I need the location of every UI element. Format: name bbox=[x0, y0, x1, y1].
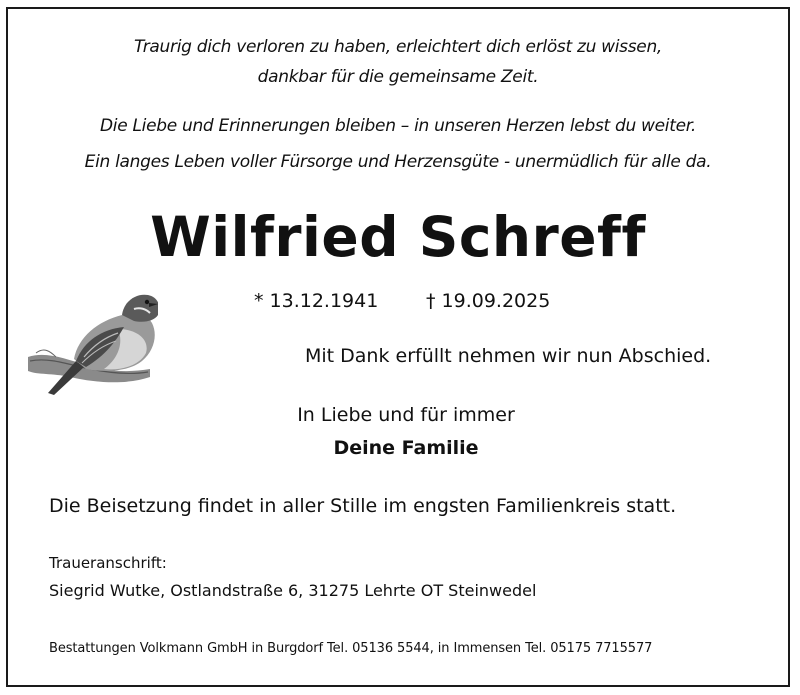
birth-date: * 13.12.1941 bbox=[254, 290, 379, 312]
burial-notice: Die Beisetzung findet in aller Stille im engsten Familienkreis statt. bbox=[49, 495, 677, 517]
farewell-text: Mit Dank erfüllt nehmen wir nun Abschied. bbox=[305, 345, 712, 367]
death-date: † 19.09.2025 bbox=[426, 290, 551, 312]
bird-on-branch-icon bbox=[26, 285, 158, 403]
address-label: Traueranschrift: bbox=[49, 554, 167, 572]
signature-line bbox=[8, 404, 788, 426]
obituary-notice bbox=[6, 7, 790, 687]
signature-greeting: In Liebe und für immer bbox=[297, 404, 515, 426]
poem-line-1: Traurig dich verloren zu haben, erleichtert dich erlöst zu wissen, bbox=[133, 37, 663, 57]
family-signature: Deine Familie bbox=[333, 437, 479, 459]
address-value: Siegrid Wutke, Ostlandstraße 6, 31275 Lehrte OT Steinwedel bbox=[49, 581, 537, 600]
undertaker-info: Bestattungen Volkmann GmbH in Burgdorf Tel. 05136 5544, in Immensen Tel. 05175 7715577 bbox=[49, 641, 653, 656]
poem-line-2: dankbar für die gemeinsame Zeit. bbox=[257, 67, 539, 87]
deceased-name: Wilfried Schreff bbox=[150, 205, 646, 269]
poem-line-4: Ein langes Leben voller Fürsorge und Herzensgüte - unermüdlich für alle da. bbox=[84, 152, 712, 172]
poem-line-3: Die Liebe und Erinnerungen bleiben – in unseren Herzen lebst du weiter. bbox=[100, 116, 696, 136]
